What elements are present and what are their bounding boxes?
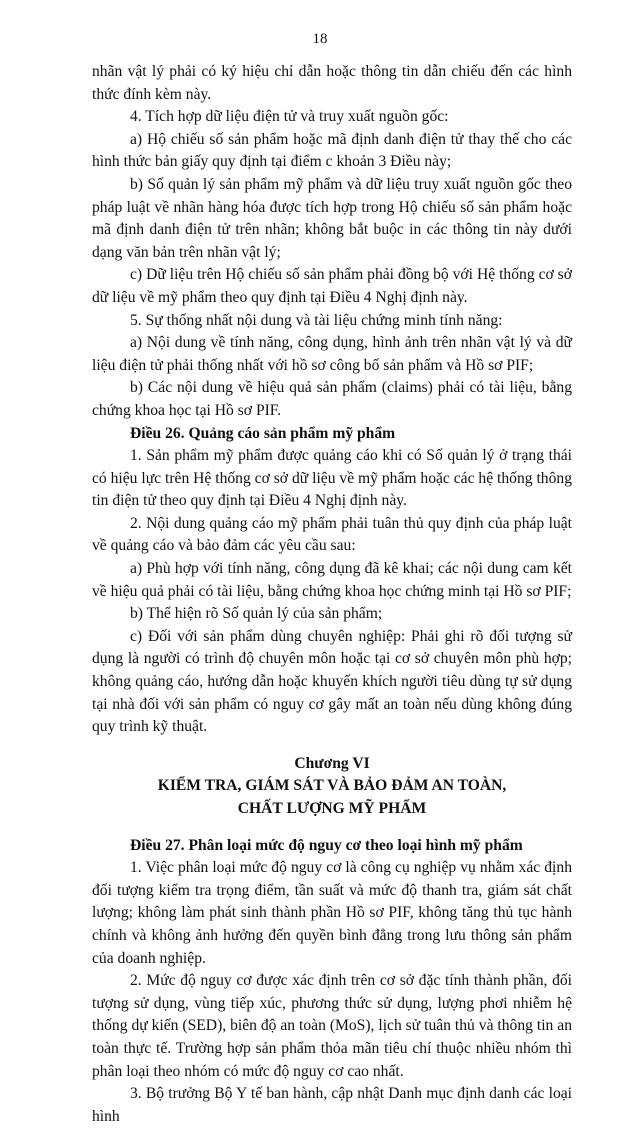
body-paragraph: 1. Việc phân loại mức độ nguy cơ là công cụ nghiệp vụ nhằm xác định đối tượng kiểm tra trọng điểm, tần suất và mức độ thanh tra, giám sát chất lượng; không làm phát sinh thành phần Hồ sơ PIF, không tăng thủ tục hành chính và không ảnh hưởng đến quyền bình đẳng trong lưu thông sản phẩm của doanh nghiệp. [92,859,572,967]
body-paragraph: 2. Mức độ nguy cơ được xác định trên cơ sở đặc tính thành phần, đối tượng sử dụng, vùng tiếp xúc, phương thức sử dụng, lượng phơi nhiễm hệ thống dự kiến (SED), biên độ an toàn (MoS), lịch sử tuân thủ và thông tin an toàn thực tế. Trường hợp sản phẩm thỏa mãn tiêu chí thuộc nhiều nhóm thì phân loại theo nhóm có mức độ nguy cơ cao nhất. [92,972,572,1080]
chapter-title: KIỂM TRA, GIÁM SÁT VÀ BẢO ĐẢM AN TOÀN, [157,777,507,795]
body-paragraph: 5. Sự thống nhất nội dung và tài liệu chứng minh tính năng: [130,311,503,329]
page-number: 18 [312,31,328,47]
body-paragraph: a) Phù hợp với tính năng, công dụng đã kê khai; các nội dung cam kết về hiệu quả phải có tài liệu, bằng chứng khoa học chứng minh tại Hồ sơ PIF; [92,560,572,600]
body-paragraph: nhãn vật lý phải có ký hiệu chỉ dẫn hoặc thông tin dẫn chiếu đến các hình thức đính kèm này. [92,63,572,103]
body-paragraph: c) Đối với sản phẩm dùng chuyên nghiệp: Phải ghi rõ đối tượng sử dụng là người có trình độ chuyên môn hoặc tại cơ sở chuyên môn phù hợp; không quảng cáo, hướng dẫn hoặc khuyến khích người tiêu dùng tự sử dụng tại nhà đối với sản phẩm có nguy cơ gây mất an toàn nếu dùng không đúng quy trình kỹ thuật. [92,627,572,736]
body-paragraph: 3. Bộ trưởng Bộ Y tế ban hành, cập nhật Danh mục định danh các loại hình [92,1085,572,1125]
chapter-number: Chương VI [294,754,370,772]
body-paragraph: b) Số quản lý sản phẩm mỹ phẩm và dữ liệu truy xuất nguồn gốc theo pháp luật về nhãn hàng hóa được tích hợp trong Hộ chiếu số sản phẩm hoặc mã định danh điện tử trên nhãn; không bắt buộc in các thông tin này dưới dạng văn bản trên nhãn vật lý; [92,175,572,261]
body-paragraph: 1. Sản phẩm mỹ phẩm được quảng cáo khi có Số quản lý ở trạng thái có hiệu lực trên Hệ thống cơ sở dữ liệu về mỹ phẩm hoặc các hệ thống thông tin điện tử theo quy định tại Điều 4 Nghị định này. [92,447,572,510]
body-paragraph: a) Hộ chiếu số sản phẩm hoặc mã định danh điện tử thay thế cho các hình thức bản giấy quy định tại điểm c khoản 3 Điều này; [92,130,572,171]
document-body [92,61,572,1128]
body-paragraph: 2. Nội dung quảng cáo mỹ phẩm phải tuân thủ quy định của pháp luật về quảng cáo và bảo đảm các yêu cầu sau: [92,514,572,555]
chapter-title: CHẤT LƯỢNG MỸ PHẨM [237,800,427,817]
article-heading: Điều 26. Quảng cáo sản phẩm mỹ phẩm [130,424,396,442]
body-paragraph: c) Dữ liệu trên Hộ chiếu số sản phẩm phải đồng bộ với Hệ thống cơ sở dữ liệu về mỹ phẩm theo quy định tại Điều 4 Nghị định này. [92,266,572,306]
article-heading: Điều 27. Phân loại mức độ nguy cơ theo loại hình mỹ phẩm [130,836,523,854]
body-paragraph: b) Các nội dung về hiệu quả sản phẩm (claims) phải có tài liệu, bằng chứng khoa học tại Hồ sơ PIF. [92,379,572,419]
body-paragraph: a) Nội dung về tính năng, công dụng, hình ảnh trên nhãn vật lý và dữ liệu điện tử phải thống nhất với hồ sơ công bố sản phẩm và Hồ sơ PIF; [92,334,572,374]
body-paragraph: b) Thể hiện rõ Số quản lý của sản phẩm; [130,605,383,623]
body-paragraph: 4. Tích hợp dữ liệu điện tử và truy xuất nguồn gốc: [130,108,449,126]
